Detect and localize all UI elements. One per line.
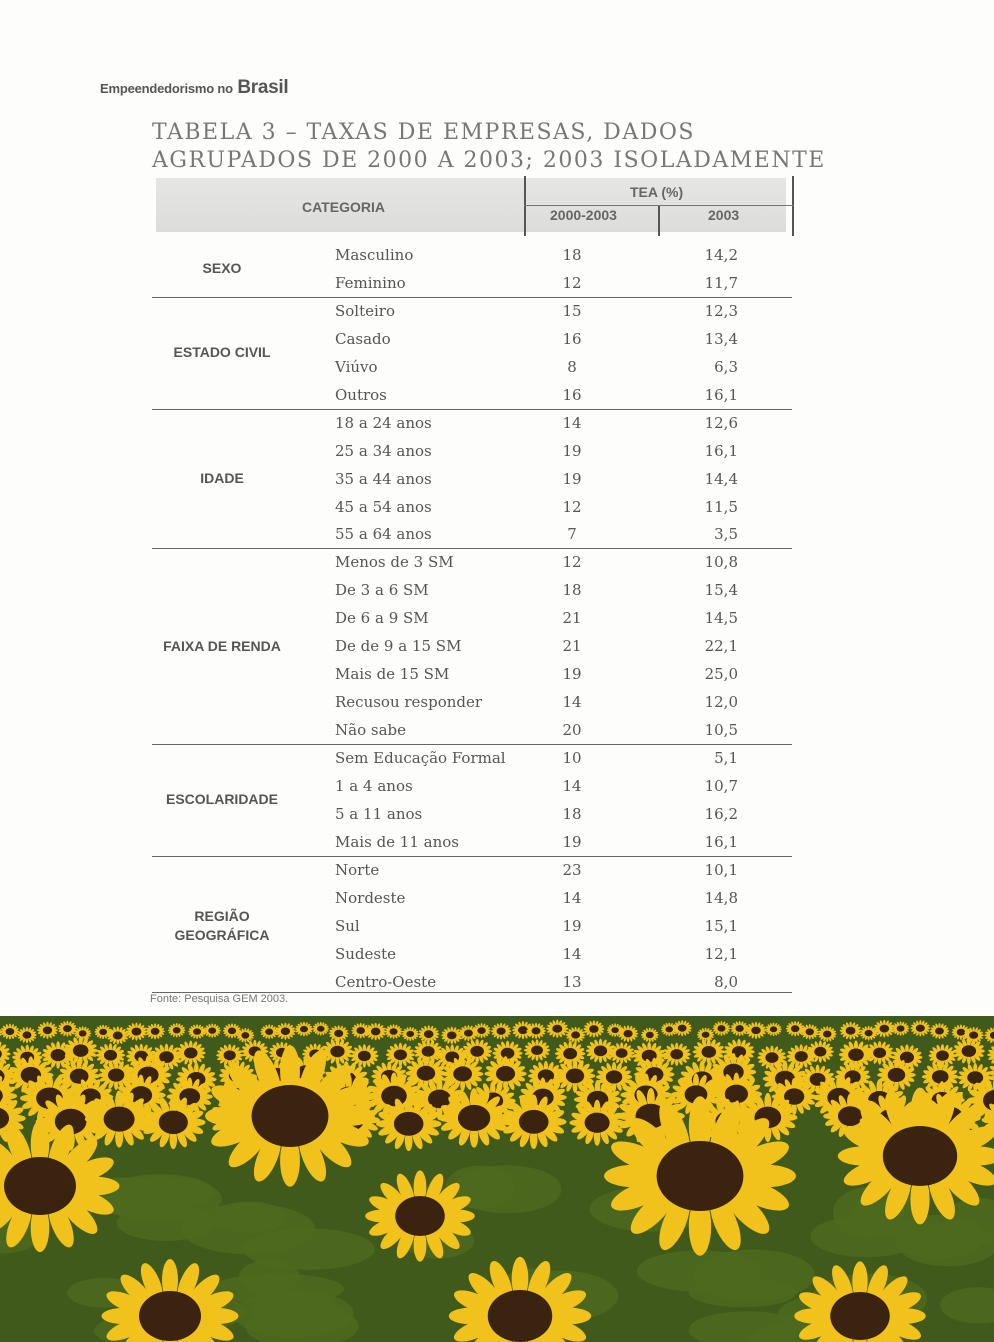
value-2003: 3,5: [714, 525, 738, 544]
group-label: ESTADO CIVIL: [173, 344, 271, 361]
sunflower: [839, 1040, 873, 1069]
sunflower: [746, 1022, 767, 1039]
table-row: [152, 828, 792, 856]
sunflower: [800, 1024, 819, 1040]
row-label: 1 a 4 anos: [335, 777, 413, 796]
value-2000-2003: 19: [562, 441, 582, 460]
sunflower: [295, 1022, 313, 1037]
value-2000-2003: 21: [562, 637, 582, 656]
table-row: [152, 744, 792, 772]
table-row: [152, 548, 792, 576]
row-label: Menos de 3 SM: [335, 553, 454, 572]
sunflower: [205, 1045, 375, 1186]
sunflower: [58, 1021, 77, 1037]
value-2003: 11,7: [704, 273, 738, 292]
sunflower: [930, 1023, 949, 1039]
row-label: Casado: [335, 329, 391, 348]
value-2003: 10,1: [704, 860, 738, 879]
table-row: [152, 940, 792, 968]
value-2000-2003: 19: [562, 665, 582, 684]
sunflower: [188, 1024, 206, 1039]
row-label: Outros: [335, 385, 387, 404]
sunflower: [586, 1039, 615, 1063]
sunflower-field-illustration: [0, 1016, 994, 1342]
table-row: [152, 800, 792, 828]
sunflower: [438, 1088, 510, 1147]
sunflower: [141, 1096, 205, 1150]
sunflower: [365, 1170, 475, 1261]
sunflower: [275, 1023, 296, 1040]
leaf: [893, 1215, 985, 1259]
row-label: Mais de 15 SM: [335, 665, 450, 684]
table-row: [152, 688, 792, 716]
row-label: Centro-Oeste: [335, 972, 437, 991]
table-row: [152, 884, 792, 912]
table-group: [152, 241, 792, 297]
sunflower: [472, 1023, 490, 1038]
value-2000-2003: 12: [562, 497, 582, 516]
value-2000-2003: 18: [562, 804, 582, 823]
row-label: De 3 a 6 SM: [335, 581, 429, 600]
value-2000-2003: 14: [562, 888, 582, 907]
row-label: 5 a 11 anos: [335, 804, 423, 823]
value-2003: 12,1: [704, 944, 738, 963]
sunflower: [546, 1020, 568, 1038]
sunflower: [730, 1021, 748, 1036]
value-2000-2003: 14: [562, 693, 582, 712]
sunflower: [237, 1028, 255, 1043]
row-label: 18 a 24 anos: [335, 413, 432, 432]
sunflower: [376, 1097, 441, 1151]
row-label: Recusou responder: [335, 693, 483, 712]
table-title: [152, 119, 832, 175]
value-2000-2003: 19: [562, 469, 582, 488]
value-2003: 14,2: [704, 246, 738, 264]
row-label: Não sabe: [335, 721, 406, 740]
sunflower: [17, 1027, 37, 1043]
table-row: [152, 493, 792, 521]
sunflower: [892, 1021, 909, 1035]
table-row: [152, 409, 792, 437]
value-2000-2003: 16: [562, 385, 582, 404]
col-2003-header: 2003: [708, 207, 740, 223]
group-label: IDADE: [200, 470, 244, 487]
sunflower: [818, 1026, 837, 1042]
value-2003: 12,3: [704, 301, 738, 320]
table-row: [152, 912, 792, 940]
sunflower: [501, 1095, 567, 1150]
sunflower: [583, 1020, 604, 1037]
row-label: Feminino: [335, 273, 406, 292]
table-title-line2: AGRUPADOS DE 2000 A 2003; 2003 ISOLADAMENTE: [152, 148, 826, 173]
value-2003: 10,8: [704, 553, 738, 572]
leaf: [212, 1201, 285, 1233]
table-row: [152, 437, 792, 465]
value-2000-2003: 23: [562, 860, 582, 879]
sunflower: [329, 1025, 349, 1042]
table-row: [152, 856, 792, 884]
table-header: [152, 176, 794, 236]
value-2003: 10,5: [704, 721, 738, 740]
sunflower: [526, 1023, 546, 1039]
value-2000-2003: 12: [562, 553, 582, 572]
category-header: CATEGORIA: [302, 199, 385, 215]
table-row: [152, 241, 792, 269]
row-label: Sem Educação Formal: [335, 749, 506, 768]
header-divider: [524, 205, 794, 206]
table-row: [152, 576, 792, 604]
value-2003: 6,3: [714, 357, 738, 376]
value-2000-2003: 7: [567, 525, 577, 544]
sunflower: [618, 1025, 638, 1042]
row-label: De 6 a 9 SM: [335, 609, 429, 628]
row-label: Sudeste: [335, 944, 397, 963]
value-2000-2003: 10: [562, 749, 582, 768]
source-note: Fonte: Pesquisa GEM 2003.: [150, 993, 289, 1005]
table-group: [152, 297, 792, 409]
group-label: ESCOLARIDADE: [165, 791, 278, 808]
row-label: Solteiro: [335, 301, 396, 320]
table-row: [152, 325, 792, 353]
table-group: [152, 548, 792, 744]
value-2000-2003: 14: [562, 944, 582, 963]
sunflower: [402, 1027, 419, 1041]
table-row: [152, 716, 792, 744]
sunflower: [462, 1039, 492, 1064]
sunflower: [697, 1028, 714, 1042]
value-2000-2003: 19: [562, 832, 582, 851]
value-2003: 13,4: [704, 329, 738, 348]
sunflower: [910, 1020, 930, 1036]
sunflower: [37, 1022, 58, 1039]
group-label: SEXO: [202, 260, 242, 277]
value-2000-2003: 18: [562, 246, 582, 264]
table-group: [152, 409, 792, 549]
header-divider: [792, 176, 794, 236]
value-2003: 15,4: [704, 581, 738, 600]
table-row: [152, 604, 792, 632]
sunflower: [566, 1027, 586, 1043]
value-2003: 8,0: [714, 972, 738, 991]
value-2000-2003: 14: [562, 413, 582, 432]
table-row: [152, 660, 792, 688]
sunflower: [176, 1041, 206, 1066]
value-2000-2003: 18: [562, 581, 582, 600]
value-2000-2003: 13: [562, 972, 582, 991]
value-2003: 16,1: [704, 441, 738, 460]
header-divider: [658, 206, 660, 236]
table-row: [152, 772, 792, 800]
tea-header: TEA (%): [630, 184, 684, 200]
table-row: [152, 269, 792, 297]
row-label: Sul: [335, 916, 360, 935]
row-label: Mais de 11 anos: [335, 832, 459, 851]
value-2000-2003: 21: [562, 609, 582, 628]
value-2000-2003: 15: [562, 301, 582, 320]
value-2003: 14,8: [704, 888, 738, 907]
sunflower: [604, 1096, 796, 1256]
sunflower: [441, 1027, 462, 1045]
value-2003: 14,4: [704, 469, 738, 488]
value-2000-2003: 14: [562, 777, 582, 796]
table-row: [152, 353, 792, 381]
sunflower: [569, 1100, 624, 1146]
sunflower: [524, 1039, 550, 1061]
sunflower: [874, 1020, 895, 1038]
table-group: [152, 744, 792, 856]
row-label: Viúvo: [335, 357, 378, 376]
table-row: [152, 465, 792, 493]
value-2003: 12,0: [704, 693, 738, 712]
value-2003: 12,6: [704, 413, 738, 432]
value-2000-2003: 8: [567, 357, 577, 376]
sunflower: [107, 1026, 129, 1044]
header-series: Empeendedorismo no: [100, 81, 233, 96]
value-2000-2003: 16: [562, 329, 582, 348]
sunflower: [765, 1023, 781, 1037]
row-label: 35 a 44 anos: [335, 469, 432, 488]
value-2003: 22,1: [704, 637, 738, 656]
value-2003: 16,1: [704, 832, 738, 851]
value-2000-2003: 20: [562, 721, 582, 740]
row-label: De de 9 a 15 SM: [335, 637, 462, 656]
row-label: 55 a 64 anos: [335, 525, 432, 544]
table-row: [152, 632, 792, 660]
leaf: [689, 1278, 797, 1307]
sunflower: [126, 1022, 148, 1040]
value-2000-2003: 12: [562, 273, 582, 292]
value-2003: 16,1: [704, 385, 738, 404]
sunflower-field-image: [0, 1016, 994, 1342]
table-group: [152, 856, 792, 996]
value-2003: 25,0: [704, 665, 738, 684]
sunflower: [491, 1023, 511, 1040]
header-divider: [524, 176, 526, 236]
row-label: Masculino: [335, 246, 414, 264]
sunflower: [385, 1024, 403, 1039]
table-row: [152, 520, 792, 548]
sunflower: [145, 1023, 164, 1039]
sunflower: [322, 1038, 354, 1064]
row-label: 25 a 34 anos: [335, 441, 432, 460]
sunflower: [0, 1024, 19, 1040]
sunflower: [74, 1026, 91, 1040]
group-label-line: REGIÃO: [194, 907, 250, 924]
leaf: [239, 1260, 299, 1293]
sunflower: [807, 1041, 834, 1063]
value-2003: 16,2: [704, 804, 738, 823]
value-2003: 15,1: [704, 916, 738, 935]
sunflower: [168, 1023, 185, 1037]
row-label: Nordeste: [335, 888, 406, 907]
group-label: FAIXA DE RENDA: [163, 637, 281, 654]
value-2003: 14,5: [704, 609, 738, 628]
sunflower: [365, 1023, 386, 1041]
sunflower: [609, 1042, 635, 1064]
page-header: [100, 77, 288, 99]
value-2003: 10,7: [704, 777, 738, 796]
sunflower: [641, 1028, 659, 1043]
table-row: [152, 381, 792, 409]
value-2003: 11,5: [704, 497, 738, 516]
group-label-line: GEOGRÁFICA: [174, 926, 270, 943]
sunflower: [953, 1038, 985, 1065]
value-2000-2003: 19: [562, 916, 582, 935]
header-country: Brasil: [237, 77, 289, 98]
col-2000-2003-header: 2000-2003: [550, 207, 617, 223]
value-2003: 5,1: [714, 749, 738, 768]
sunflower: [840, 1022, 862, 1040]
sunflower: [312, 1022, 329, 1036]
sunflower: [672, 1020, 691, 1036]
sunflower: [260, 1024, 278, 1039]
table-row: [152, 297, 792, 325]
sunflower: [713, 1021, 731, 1036]
row-label: Norte: [335, 860, 380, 879]
row-label: 45 a 54 anos: [335, 497, 432, 516]
sunflower: [204, 1023, 221, 1037]
table-title-line1: TABELA 3 – TAXAS DE EMPRESAS, DADOS: [152, 120, 695, 145]
